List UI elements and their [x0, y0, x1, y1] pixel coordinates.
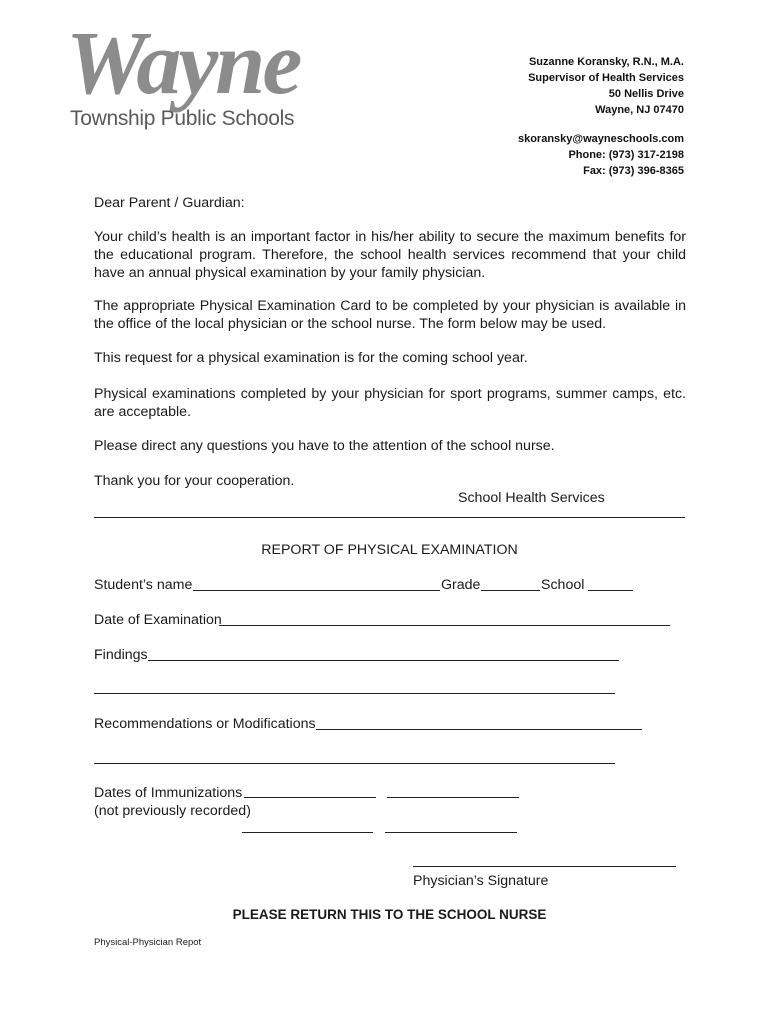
contact-block	[528, 54, 684, 118]
contact-title: Supervisor of Health Services	[528, 72, 684, 84]
grade-label: Grade	[441, 577, 481, 593]
contact-phone: Phone: (973) 317-2198	[568, 149, 684, 161]
school-field[interactable]	[588, 590, 633, 591]
contact-city: Wayne, NJ 07470	[595, 104, 684, 116]
paragraph-1: Your child’s health is an important factor in his/her ability to secure the maximum benefits for the educational program. Therefore, the school health services recommend that your child have an annual physical examination by your family physician.	[94, 229, 686, 281]
immunization-date-field-1[interactable]	[244, 797, 376, 798]
immunizations-note: (not previously recorded)	[94, 803, 251, 819]
logo-subtitle: Township Public Schools	[70, 107, 295, 130]
student-name-field[interactable]	[193, 590, 440, 591]
wayne-logo-wordmark: Wayne	[66, 14, 300, 113]
contact-info-block	[518, 131, 684, 179]
date-field[interactable]	[219, 625, 670, 626]
paragraph-4: Physical examinations completed by your physician for sport programs, summer camps, etc. are acceptable.	[94, 386, 686, 420]
date-label: Date of Examination	[94, 612, 222, 628]
return-notice: PLEASE RETURN THIS TO THE SCHOOL NURSE	[232, 907, 547, 922]
contact-street: 50 Nellis Drive	[608, 88, 684, 100]
paragraph-2: The appropriate Physical Examination Card to be completed by your physician is available in the office of the local physician or the school nurse. The form below may be used.	[94, 298, 686, 332]
recommendations-field[interactable]	[316, 729, 642, 730]
paragraph-5: Please direct any questions you have to the attention of the school nurse.	[94, 438, 555, 454]
section-divider	[94, 517, 685, 518]
immunizations-label: Dates of Immunizations	[94, 785, 243, 801]
contact-name: Suzanne Koransky, R.N., M.A.	[528, 56, 684, 68]
findings-field[interactable]	[148, 660, 619, 661]
findings-label: Findings	[94, 647, 148, 663]
closing: Thank you for your cooperation.	[94, 473, 295, 489]
recommendations-label: Recommendations or Modifications	[94, 716, 316, 732]
immunization-date-field-4[interactable]	[385, 832, 517, 833]
findings-field-line-2[interactable]	[94, 693, 615, 694]
physician-signature-field[interactable]	[413, 866, 676, 867]
paragraph-3: This request for a physical examination is for the coming school year.	[94, 350, 528, 366]
immunization-date-field-2[interactable]	[387, 797, 519, 798]
recommendations-field-line-2[interactable]	[94, 763, 615, 764]
student-name-label: Student’s name	[94, 577, 193, 593]
footer-label: Physical-Physician Repot	[94, 937, 202, 948]
grade-field[interactable]	[481, 590, 540, 591]
contact-fax: Fax: (973) 396-8365	[583, 165, 684, 177]
salutation: Dear Parent / Guardian:	[94, 195, 245, 211]
form-title: REPORT OF PHYSICAL EXAMINATION	[261, 542, 518, 558]
school-label: School	[541, 577, 585, 593]
signature-label: Physician’s Signature	[413, 873, 549, 889]
contact-email: skoransky@wayneschools.com	[517, 133, 684, 145]
signoff: School Health Services	[458, 490, 605, 506]
immunization-date-field-3[interactable]	[242, 832, 373, 833]
